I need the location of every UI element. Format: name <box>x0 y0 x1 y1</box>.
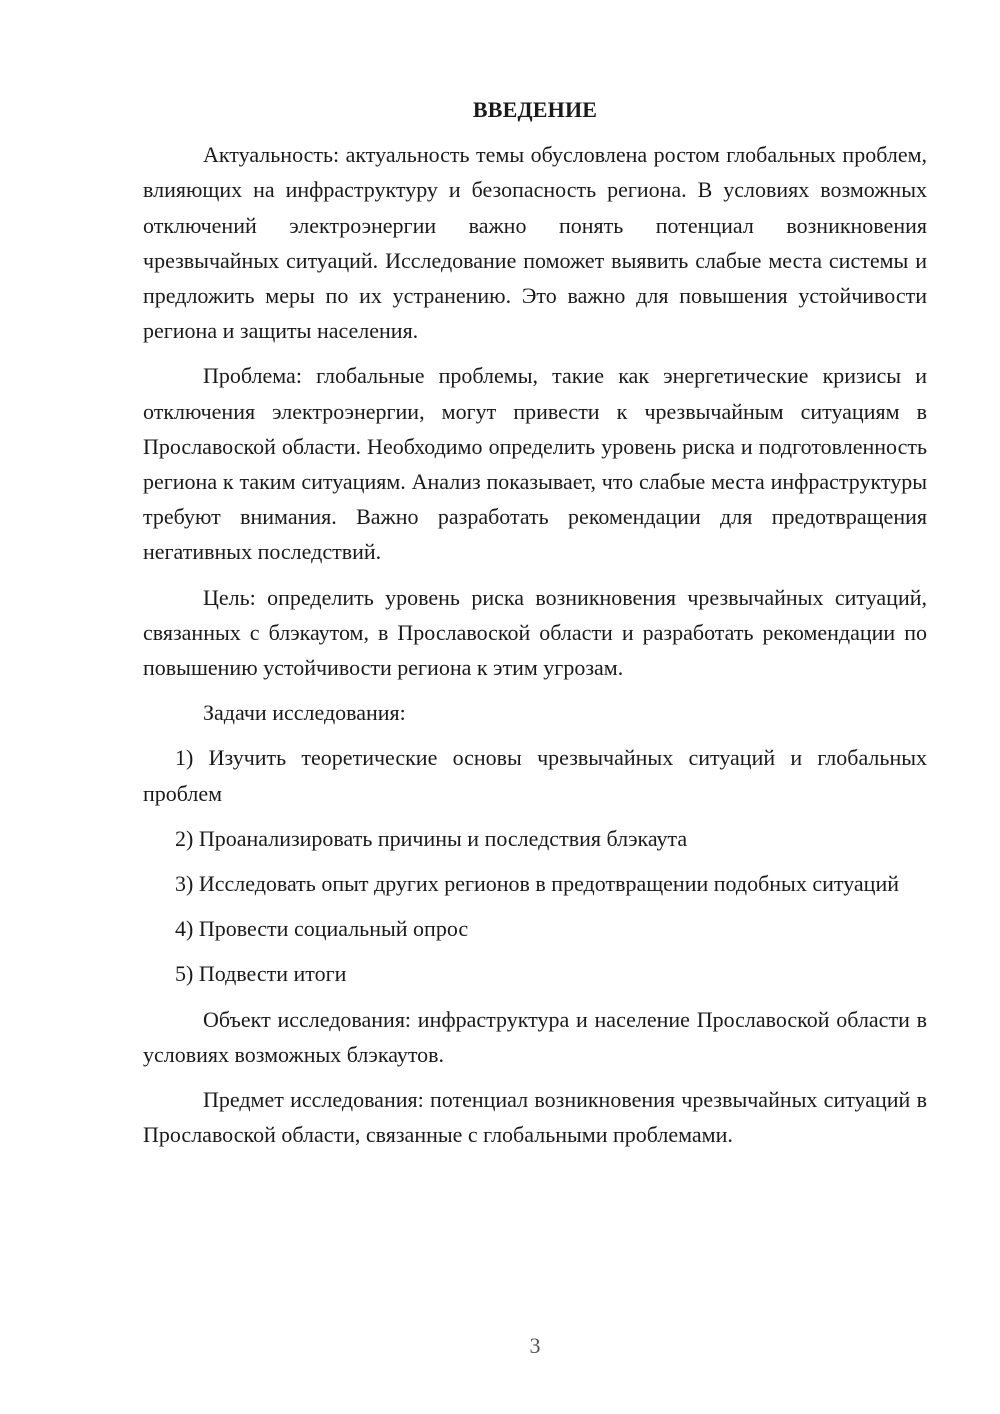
list-item: 5) Подвести итоги <box>175 961 347 987</box>
paragraph-object: Объект исследования: инфраструктура и население Прославоской области в условиях возможных блэкаутов. <box>143 1006 927 1067</box>
page-number: 3 <box>529 1333 541 1358</box>
list-item: 3) Исследовать опыт других регионов в предотвращении подобных ситуаций <box>175 871 899 897</box>
paragraph-goal: Цель: определить уровень риска возникновения чрезвычайных ситуаций, связанных с блэкаутом, в Прославоской области и разработать рекомендации по повышению устойчивости региона к этим угрозам. <box>143 584 927 681</box>
list-item: 2) Проанализировать причины и последствия блэкаута <box>175 825 688 851</box>
paragraph-subject: Предмет исследования: потенциал возникновения чрезвычайных ситуаций в Прославоской области, связанные с глобальными проблемами. <box>143 1087 927 1148</box>
paragraph-tasks-heading: Задачи исследования: <box>203 700 406 726</box>
list-item: 1) Изучить теоретические основы чрезвычайных ситуаций и глобальных проблем <box>143 745 927 806</box>
page-title: ВВЕДЕНИЕ <box>472 97 598 122</box>
tasks-list <box>143 740 927 991</box>
list-item: 4) Провести социальный опрос <box>175 916 469 942</box>
paragraph-problem: Проблема: глобальные проблемы, такие как энергетические кризисы и отключения электроэнергии, могут привести к чрезвычайным ситуациям в Прославоской области. Необходимо определить уровень риска и подготовленность региона к таким ситуациям. Анализ показывает, что слабые места инфраструктуры требуют внимания. Важно разработать рекомендации для предотвращения негативных последствий. <box>143 363 927 565</box>
document-page <box>143 92 927 1152</box>
paragraph-relevance: Актуальность: актуальность темы обусловлена ростом глобальных проблем, влияющих на инфраструктуру и безопасность региона. В условиях возможных отключений электроэнергии важно понять потенциал возникновения чрезвычайных ситуаций. Исследование поможет выявить слабые места системы и предложить меры по их устранению. Это важно для повышения устойчивости региона и защиты населения. <box>143 142 927 344</box>
